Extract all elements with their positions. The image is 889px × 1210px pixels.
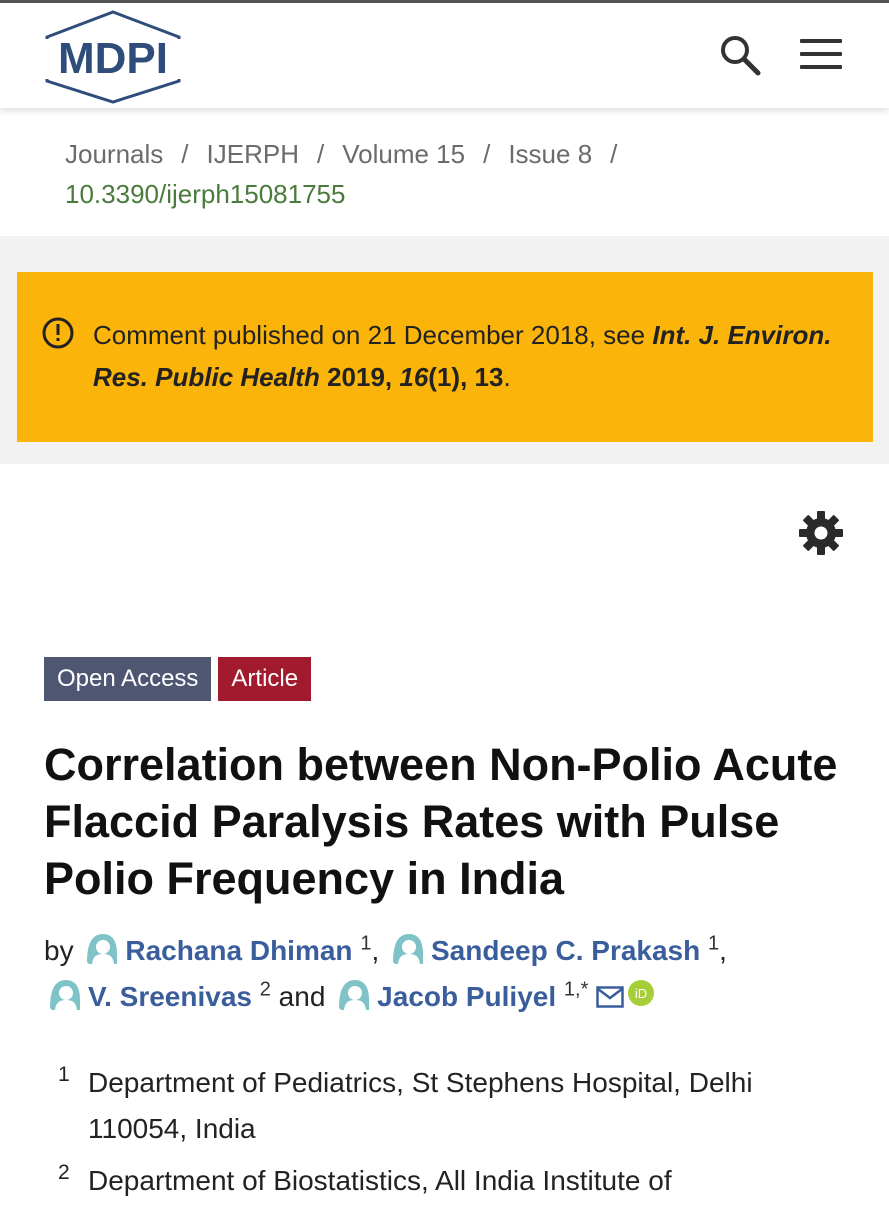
hamburger-menu-icon[interactable] xyxy=(800,39,842,73)
notice-journal-link[interactable]: Int. J. Environ. Res. Public Health xyxy=(93,320,832,392)
gear-icon[interactable] xyxy=(798,510,844,556)
author-link[interactable]: Sandeep C. Prakash xyxy=(431,935,701,966)
svg-text:MDPI: MDPI xyxy=(58,34,168,83)
author-link[interactable]: V. Sreenivas xyxy=(88,981,252,1012)
mdpi-logo[interactable] xyxy=(42,9,184,105)
author-profile-icon[interactable] xyxy=(46,978,82,1012)
author-profile-icon[interactable] xyxy=(83,932,119,966)
breadcrumb-journals[interactable]: Journals xyxy=(65,139,164,169)
breadcrumb-doi[interactable]: 10.3390/ijerph15081755 xyxy=(65,179,346,209)
notice-text: Comment published on 21 December 2018, see Int. J. Environ. Res. Public Health 2019, 16(1), 13. xyxy=(93,320,832,392)
top-navbar xyxy=(0,0,889,108)
affiliation-item: 2 Department of Biostatistics, All India Institute of xyxy=(58,1161,672,1196)
notice-section xyxy=(0,236,889,464)
author-profile-icon[interactable] xyxy=(389,932,425,966)
breadcrumb-issue[interactable]: Issue 8 xyxy=(508,139,593,169)
breadcrumb: Journals / IJERPH / Volume 15 / Issue 8 / 10.3390/ijerph15081755 xyxy=(65,139,618,209)
author-link[interactable]: Rachana Dhiman xyxy=(125,935,353,966)
author-profile-icon[interactable] xyxy=(335,978,371,1012)
article-badges xyxy=(44,657,318,701)
article-title: Correlation between Non-Polio Acute Flaccid Paralysis Rates with Pulse Polio Frequency in India xyxy=(44,739,838,904)
affiliation-list xyxy=(58,1060,848,1210)
author-link[interactable]: Jacob Puliyel xyxy=(377,981,557,1012)
svg-text:iD: iD xyxy=(635,986,648,1001)
author-list: by Rachana Dhiman $^1$, Sandeep C. Prakash $^1$, V. Sreenivas $^2$ and Jacob Puliyel $^{1,*}$ iD xyxy=(44,932,727,1012)
alert-circle-icon xyxy=(41,316,75,350)
breadcrumb-volume[interactable]: Volume 15 xyxy=(342,139,466,169)
email-icon[interactable] xyxy=(596,976,624,998)
affiliation-item: 1 Department of Pediatrics, St Stephens Hospital, Delhi 110054, India xyxy=(58,1063,753,1144)
breadcrumb-journal[interactable]: IJERPH xyxy=(206,139,299,169)
article-type-badge: Article xyxy=(218,657,311,701)
search-icon[interactable] xyxy=(718,33,762,77)
orcid-icon[interactable] xyxy=(628,974,654,1000)
comment-notice xyxy=(17,272,873,442)
open-access-badge: Open Access xyxy=(44,657,211,701)
